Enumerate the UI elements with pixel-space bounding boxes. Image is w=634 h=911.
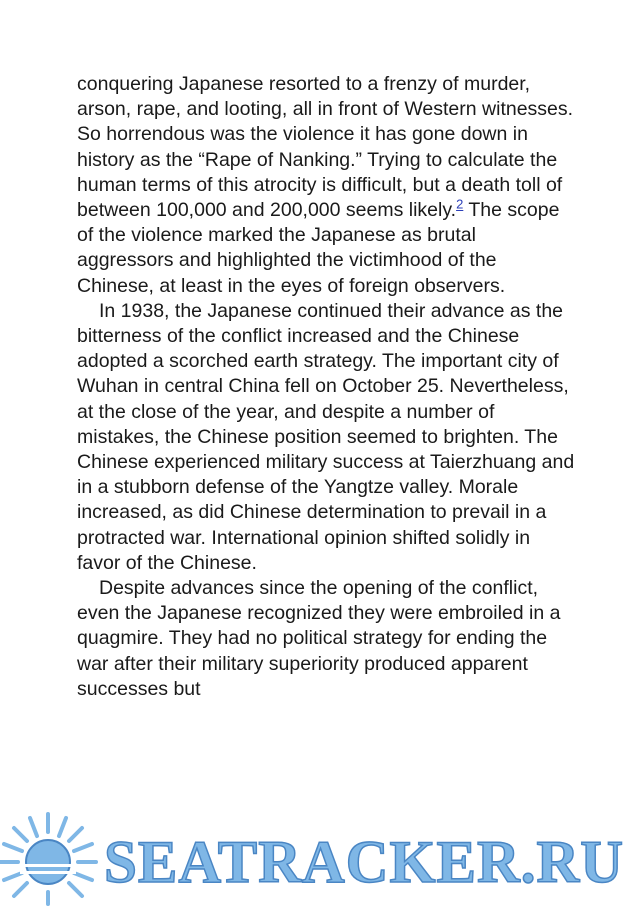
footnote-link[interactable]: 2 [456, 196, 464, 212]
document-body [77, 72, 577, 702]
paragraph-2: In 1938, the Japanese continued their advance as the bitterness of the conflict increased and the Chinese adopted a scorched earth strategy. The important city of Wuhan in central China fell on October 25. Nevertheless, at the close of the year, and despite a number of mistakes, the Chinese position seemed to brighten. The Chinese experienced military success at Taierzhuang and in a stubborn defense of the Yangtze valley. Morale increased, as did Chinese determination to prevail in a protracted war. International opinion shifted solidly in favor of the Chinese. [77, 299, 575, 574]
watermark-graphic [0, 808, 634, 906]
paragraph-1 [77, 72, 577, 299]
paragraph-1-text: conquering Japanese resorted to a frenzy of murder, arson, rape, and looting, all in front of Western witnesses. So horrendous was the violence it has gone down in history as the “Rape of Nanking.” Trying to calculate the human terms of this atrocity is difficult, but a death toll of between 100,000 and 200,000 seems likely. [77, 73, 574, 222]
paragraph-1-continuation: The scope of the violence marked the Japanese as brutal aggressors and highlighted the victimhood of the Chinese, at least in the eyes of foreign observers. [77, 199, 560, 297]
watermark-text: SEATRACKER.RU [104, 829, 624, 895]
watermark [0, 808, 634, 906]
paragraph-3: Despite advances since the opening of the conflict, even the Japanese recognized they were embroiled in a quagmire. They had no political strategy for ending the war after their military superiority produced apparent successes but [77, 577, 561, 700]
sun-logo-icon [0, 814, 96, 904]
